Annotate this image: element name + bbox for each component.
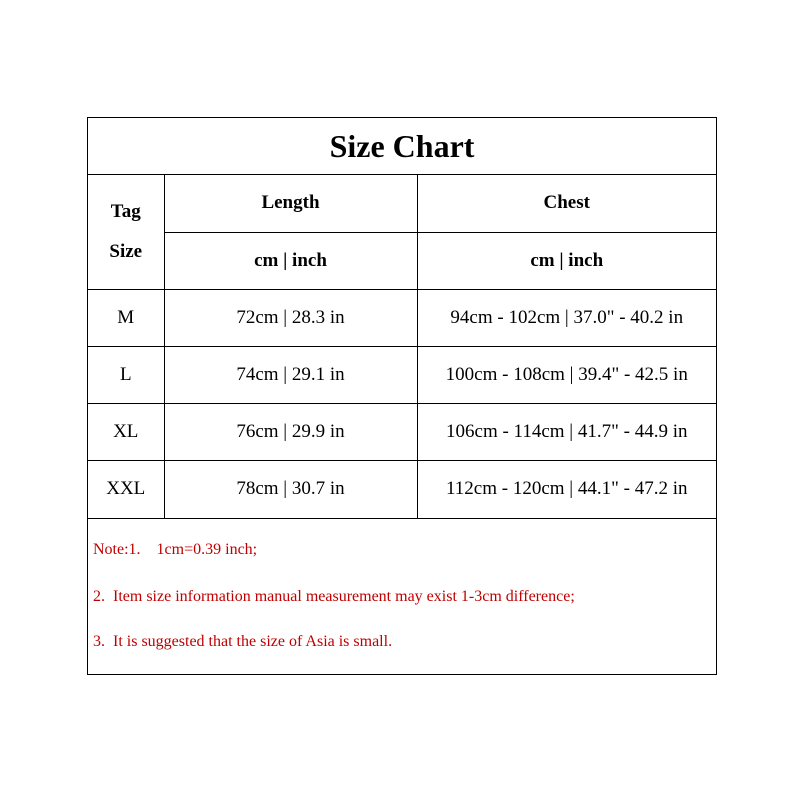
notes-section (88, 519, 716, 674)
chest-cell: 94cm - 102cm | 37.0" - 40.2 in (417, 289, 716, 346)
size-cell: M (88, 289, 164, 346)
table-row (88, 346, 716, 403)
note-line: 3. It is suggested that the size of Asia is small. (93, 633, 393, 650)
size-cell: L (88, 346, 164, 403)
chest-unit-header: cm | inch (417, 232, 716, 289)
note-line: Note:1. 1cm=0.39 inch; (93, 541, 258, 558)
length-cell: 76cm | 29.9 in (164, 403, 417, 460)
length-cell: 74cm | 29.1 in (164, 346, 417, 403)
length-header: Length (164, 175, 417, 232)
size-cell: XXL (88, 460, 164, 518)
chart-title: Size Chart (88, 118, 716, 175)
size-cell: XL (88, 403, 164, 460)
length-cell: 72cm | 28.3 in (164, 289, 417, 346)
size-table (88, 175, 716, 519)
chest-cell: 100cm - 108cm | 39.4" - 42.5 in (417, 346, 716, 403)
unit-header-row (88, 232, 716, 289)
chest-cell: 106cm - 114cm | 41.7" - 44.9 in (417, 403, 716, 460)
length-unit-header: cm | inch (164, 232, 417, 289)
size-chart (87, 117, 717, 675)
tag-header-line2: Size (109, 240, 143, 262)
length-cell: 78cm | 30.7 in (164, 460, 417, 518)
note-line: 2. Item size information manual measurement may exist 1-3cm difference; (93, 588, 575, 605)
table-header-row (88, 175, 716, 232)
table-row (88, 289, 716, 346)
chest-cell: 112cm - 120cm | 44.1" - 47.2 in (417, 460, 716, 518)
tag-header-line1: Tag (110, 200, 141, 222)
chest-header: Chest (417, 175, 716, 232)
table-row (88, 403, 716, 460)
tag-size-header (88, 175, 164, 289)
table-row (88, 460, 716, 518)
